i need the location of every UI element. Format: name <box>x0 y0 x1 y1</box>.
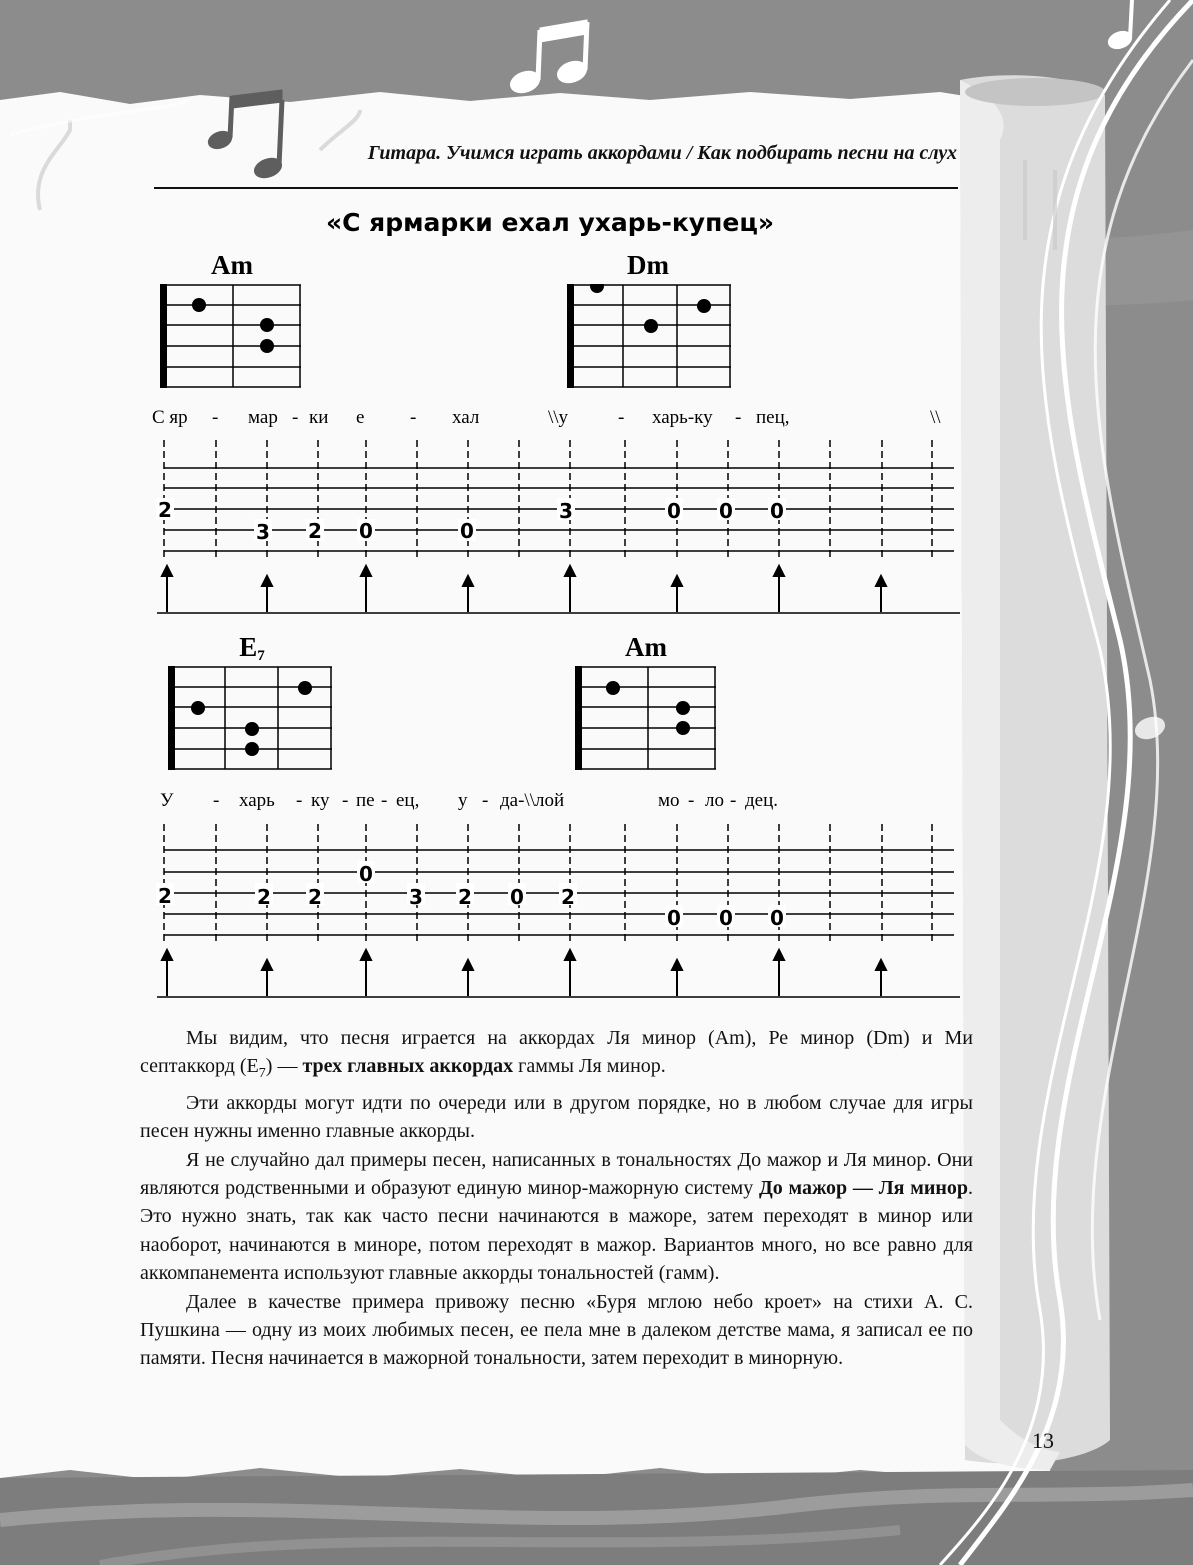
paragraph-2: Эти аккорды могут идти по очереди или в другом порядке, но в любом случае для игры песен нужны именно главные аккорды. <box>140 1091 973 1143</box>
paragraph-3-bold: До мажор — Ля минор <box>758 1177 968 1200</box>
body-text <box>140 1024 973 1373</box>
tab-number: 3 <box>256 520 270 544</box>
paragraph-1-text-a: Мы видим, что песня играется на аккордах Ля минор (Am), Ре минор (Dm) и Ми септаккорд (E <box>140 1027 973 1078</box>
song-title: «С ярмарки ехал ухарь-купец» <box>325 208 775 237</box>
lyric-syllable: харь-ку <box>652 407 713 428</box>
paragraph-3-text-a: Я не случайно дал примеры песен, написанных в тональностях До мажор и Ля минор. Они являются родственными и образуют единую минор-мажорную систему <box>140 1148 973 1200</box>
paragraph-3 <box>140 1146 973 1288</box>
tab-number: 0 <box>719 499 733 523</box>
lyric-syllable: ку <box>311 790 330 811</box>
lyric-syllable: пе <box>356 790 375 811</box>
paragraph-4: Далее в качестве примера привожу песню «Буря мглою небо кроет» на стихи А. С. Пушкина — одну из моих любимых песен, ее пела мне в далеком детстве мама, я записал ее по памяти. Песня начинается в мажорной тональности, затем переходит в минорную. <box>140 1290 973 1370</box>
lyric-syllable: - <box>688 790 695 811</box>
lyric-syllable: - <box>342 790 349 811</box>
chord-diagram-am-1 <box>158 284 304 392</box>
chord-diagram-dm <box>565 284 735 392</box>
lyric-syllable: ло <box>705 790 724 811</box>
paragraph-1-bold: трех главных аккордах <box>302 1055 514 1078</box>
running-header: Гитара. Учимся играть аккордами / Как подбирать песни на слух <box>367 142 957 164</box>
lyric-syllable: ки <box>309 407 329 428</box>
lyric-syllable: - <box>735 407 742 428</box>
paragraph-1-text-c: гаммы Ля минор. <box>513 1055 666 1078</box>
tab-number: 2 <box>458 885 472 909</box>
paragraph-1 <box>140 1024 973 1089</box>
header-rule <box>154 187 958 189</box>
chord-diagram-am-2 <box>573 666 719 774</box>
lyric-syllable: харь <box>239 790 275 811</box>
tab-number: 0 <box>359 519 373 543</box>
paragraph-3-text-b: . Это нужно знать, так как часто песни начинаются в мажоре, затем переходят в минор или наоборот, начинаются в миноре, потом переходят в мажор. Вариантов много, но все равно для аккомпанемента используют главные аккорды тональностей (гамм). <box>140 1177 973 1285</box>
lyric-syllable: С яр <box>152 407 188 428</box>
chord-name-am-2: Am <box>625 632 667 662</box>
tab-number: 0 <box>510 885 524 909</box>
tab-number: 2 <box>158 498 172 522</box>
tab-number: 0 <box>770 906 784 930</box>
lyric-syllable: - <box>213 790 220 811</box>
lyric-syllable: - <box>296 790 303 811</box>
lyric-syllable: хал <box>452 407 480 428</box>
chord-name-dm: Dm <box>627 250 669 280</box>
tab-number: 2 <box>308 885 322 909</box>
chord-name-e7 <box>192 632 312 665</box>
tab-number: 2 <box>257 885 271 909</box>
lyric-syllable: \\ <box>930 407 941 428</box>
lyric-syllable: у <box>458 790 468 811</box>
lyric-syllable: - <box>482 790 489 811</box>
tab-number: 0 <box>460 519 474 543</box>
tab-number: 2 <box>158 884 172 908</box>
tab-number: 0 <box>667 499 681 523</box>
tab-system-2 <box>155 822 965 1002</box>
lyric-syllable: - <box>212 407 219 428</box>
lyric-syllable: - <box>292 407 299 428</box>
tab-number: 0 <box>359 862 373 886</box>
tab-system-1 <box>155 438 965 618</box>
tab-number: 3 <box>409 885 423 909</box>
lyric-syllable: - <box>730 790 737 811</box>
chord-name-am-1: Am <box>211 250 253 280</box>
lyric-syllable: ец, <box>396 790 420 811</box>
lyric-syllable: пец, <box>756 407 790 428</box>
tab-number: 2 <box>308 519 322 543</box>
lyric-syllable: дец. <box>745 790 779 811</box>
tab-number: 0 <box>770 499 784 523</box>
lyric-syllable: - <box>381 790 388 811</box>
tab-number: 0 <box>719 906 733 930</box>
lyric-syllable: У <box>160 790 174 811</box>
lyric-syllable: е <box>356 407 365 428</box>
lyric-syllable: \\у <box>548 407 569 428</box>
chord-name-e7-base: E <box>239 632 258 662</box>
lyric-syllable: да-\\лой <box>500 790 565 811</box>
lyric-syllable: мар <box>248 407 278 428</box>
lyric-syllable: - <box>410 407 417 428</box>
lyric-syllable: мо <box>658 790 680 811</box>
chord-name-e7-sub: 7 <box>257 648 265 664</box>
chord-diagram-e7 <box>166 666 336 774</box>
tab-number: 0 <box>667 906 681 930</box>
paragraph-1-subscript: 7 <box>258 1066 266 1082</box>
tab-number: 2 <box>561 885 575 909</box>
paragraph-1-text-b: ) — <box>265 1055 303 1078</box>
lyric-syllable: - <box>618 407 625 428</box>
tab-number: 3 <box>559 499 573 523</box>
page-number: 13 <box>1032 1428 1054 1453</box>
